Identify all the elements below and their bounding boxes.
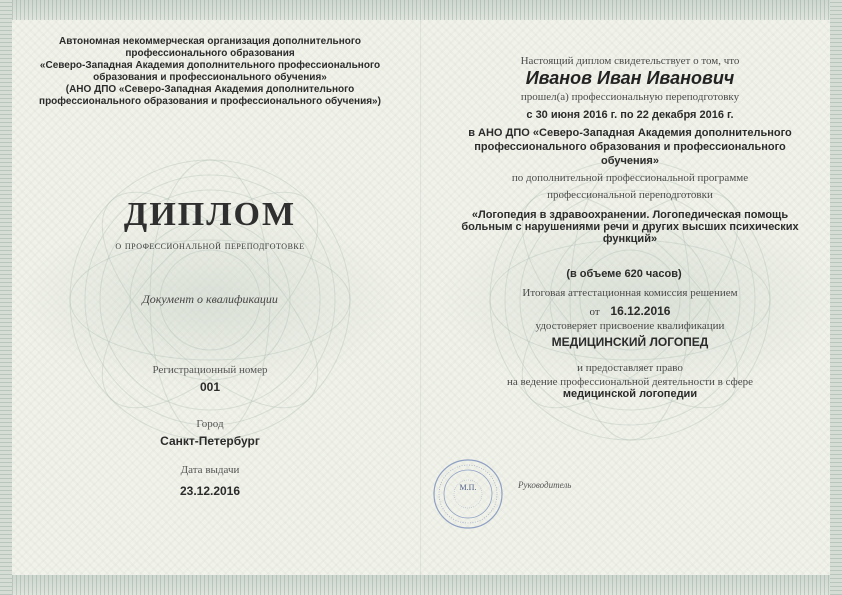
org-line: профессионального образования и профессионального обучения») xyxy=(39,96,381,107)
program-label-2: профессиональной переподготовки xyxy=(547,189,713,201)
issue-date-value: 23.12.2016 xyxy=(179,484,241,498)
registration-label: Регистрационный номер xyxy=(152,364,268,376)
document-type: Документ о квалификации xyxy=(142,292,278,306)
org-line: (АНО ДПО «Северо-Западная Академия дополнительного xyxy=(65,84,355,95)
training-organization xyxy=(430,126,830,168)
guilloche-border-left xyxy=(0,0,12,595)
org-line: Автономная некоммерческая организация дополнительного xyxy=(59,36,361,47)
org-line: «Северо-Западная Академия дополнительного профессионального xyxy=(39,60,381,71)
program-line: функций» xyxy=(602,233,658,245)
registration-number: 001 xyxy=(199,380,221,394)
activity-field: медицинской логопедии xyxy=(562,388,698,400)
program-label-1: по дополнительной профессиональной программе xyxy=(511,172,749,184)
activity-text: на ведение профессиональной деятельности в сфере xyxy=(506,376,754,388)
diploma-left-page xyxy=(12,0,408,595)
recipient-name: Иванов Иван Иванович xyxy=(525,68,735,88)
city-label: Город xyxy=(196,418,224,430)
center-fold xyxy=(420,0,422,595)
decision-date: 16.12.2016 xyxy=(610,304,671,318)
commission-text: Итоговая аттестационная комиссия решением xyxy=(522,287,738,299)
stamp-text: М.П. xyxy=(459,483,477,492)
intro-text: Настоящий диплом свидетельствует о том, что xyxy=(520,55,740,67)
org-line: профессионального образования и профессионального xyxy=(474,141,786,153)
city-value: Санкт-Петербург xyxy=(160,434,260,448)
program-hours: (в объеме 620 часов) xyxy=(566,268,682,280)
diploma-subtitle: о профессиональной переподготовке xyxy=(115,240,305,252)
program-title xyxy=(430,209,830,245)
grants-text: и предоставляет право xyxy=(577,362,683,374)
issue-date-label: Дата выдачи xyxy=(180,464,240,476)
program-line: «Логопедия в здравоохранении. Логопедическая помощь xyxy=(471,209,789,221)
decision-date-row xyxy=(430,304,830,318)
decision-date-label: от xyxy=(589,306,600,318)
org-line: в АНО ДПО «Северо-Западная Академия дополнительного xyxy=(468,127,792,139)
seal-stamp-icon xyxy=(432,458,504,530)
qualification-value: МЕДИЦИНСКИЙ ЛОГОПЕД xyxy=(551,335,709,349)
signature-label: Руководитель xyxy=(518,480,572,490)
guilloche-border-right xyxy=(830,0,842,595)
diploma-title: ДИПЛОМ xyxy=(123,196,297,233)
program-line: больным с нарушениями речи и других высших психических xyxy=(461,221,799,233)
passed-text: прошел(а) профессиональную переподготовку xyxy=(520,91,740,103)
org-line: образования и профессионального обучения» xyxy=(93,72,327,83)
certifies-text: удостоверяет присвоение квалификации xyxy=(535,320,725,332)
org-line: обучения» xyxy=(601,155,659,167)
training-period: с 30 июня 2016 г. по 22 декабря 2016 г. xyxy=(526,109,734,121)
org-line: профессионального образования xyxy=(125,48,295,59)
issuer-organization xyxy=(12,36,408,108)
